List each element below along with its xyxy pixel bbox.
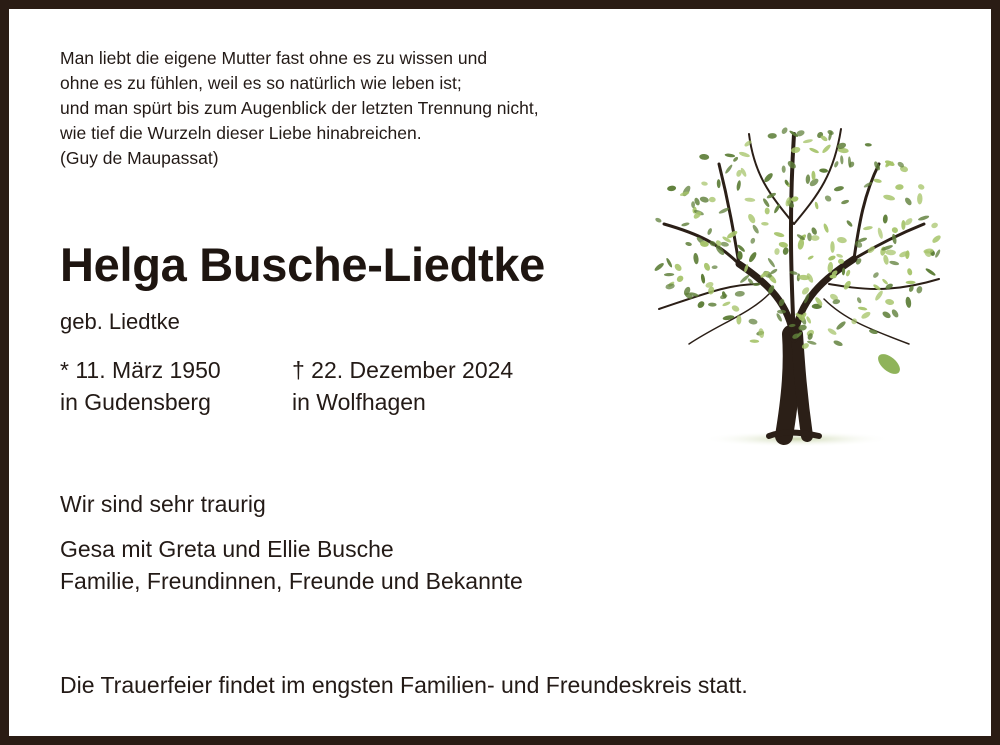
leaf xyxy=(708,302,717,306)
leaf xyxy=(768,133,777,139)
obituary-notice xyxy=(9,9,991,736)
leaf xyxy=(905,296,912,308)
leaf xyxy=(925,267,937,276)
leaf xyxy=(934,249,941,258)
leaf xyxy=(724,153,735,158)
leaf xyxy=(856,297,862,304)
leaf xyxy=(775,312,783,322)
leaf xyxy=(653,262,665,272)
leaf xyxy=(722,301,731,307)
mourner-line: Gesa mit Greta und Ellie Busche xyxy=(60,536,394,562)
leaf xyxy=(722,315,734,321)
leaf xyxy=(735,291,745,297)
leaf xyxy=(901,220,905,230)
funeral-note: Die Trauerfeier findet im engsten Familien- und Freundeskreis statt. xyxy=(60,672,748,698)
leaf xyxy=(709,197,716,203)
quote-line: Man liebt die eigene Mutter fast ohne es zu wissen und xyxy=(60,48,488,68)
leaf xyxy=(667,185,677,191)
death-info xyxy=(292,354,513,418)
leaf xyxy=(750,237,756,244)
death-date: † 22. Dezember 2024 xyxy=(292,357,514,383)
leaf xyxy=(863,225,873,230)
leaf xyxy=(805,174,810,184)
leaf xyxy=(780,126,788,135)
quote-line: wie tief die Wurzeln dieser Liebe hinabreichen. xyxy=(60,123,422,143)
mourner-line: Familie, Freundinnen, Freunde und Bekannte xyxy=(60,568,523,594)
quote-line: ohne es zu fühlen, weil es so natürlich wie leben ist; xyxy=(60,73,462,93)
leaf xyxy=(895,184,904,190)
leaf xyxy=(807,255,814,261)
leaf xyxy=(782,247,789,256)
maiden-name: geb. Liedtke xyxy=(60,309,180,334)
leaf xyxy=(685,241,692,246)
leaf xyxy=(717,179,721,188)
leaf xyxy=(655,217,663,223)
leaf xyxy=(731,304,741,313)
leaf xyxy=(673,262,683,272)
leaf xyxy=(767,257,776,268)
leaf xyxy=(860,311,871,321)
mourning-statement: Wir sind sehr traurig xyxy=(60,491,266,517)
death-place: in Wolfhagen xyxy=(292,389,426,415)
quote-line: und man spürt bis zum Augenblick der letzten Trennung nicht, xyxy=(60,98,539,118)
leaf xyxy=(748,318,758,325)
leaf xyxy=(691,201,695,208)
leaf xyxy=(748,251,758,263)
leaf xyxy=(904,196,913,206)
leaf xyxy=(873,178,882,184)
falling-leaf xyxy=(875,350,904,377)
leaf xyxy=(701,181,708,186)
leaf xyxy=(736,180,742,191)
leaf xyxy=(906,281,916,284)
leaf xyxy=(872,283,881,291)
birth-place: in Gudensberg xyxy=(60,389,211,415)
leaf xyxy=(681,222,690,227)
leaf xyxy=(874,290,884,302)
birth-date: * 11. März 1950 xyxy=(60,357,221,383)
tree-branches xyxy=(659,129,939,436)
leaf xyxy=(664,273,675,277)
leaf xyxy=(773,231,785,238)
deceased-name: Helga Busche-Liedtke xyxy=(60,238,546,291)
leaf xyxy=(931,234,942,244)
leaf xyxy=(917,183,925,191)
quote-block xyxy=(60,46,539,171)
leaf xyxy=(778,241,788,248)
leaf xyxy=(699,154,709,160)
leaf xyxy=(827,255,836,262)
leaf xyxy=(747,213,757,225)
leaf xyxy=(762,198,771,208)
tree-leaves xyxy=(653,126,942,350)
leaf xyxy=(885,298,895,306)
leaf xyxy=(824,194,833,203)
leaf xyxy=(821,143,832,154)
leaf xyxy=(693,253,699,265)
leaf xyxy=(881,310,891,319)
leaf xyxy=(758,328,765,338)
leaf xyxy=(711,265,717,269)
leaf xyxy=(700,273,705,284)
quote-author: (Guy de Maupassat) xyxy=(60,148,219,168)
leaf xyxy=(889,260,900,266)
leaf xyxy=(696,300,706,309)
leaf xyxy=(699,196,709,204)
leaf xyxy=(720,241,729,247)
leaf xyxy=(833,339,844,347)
leaf xyxy=(830,241,835,253)
leaf xyxy=(761,222,769,226)
leaf xyxy=(837,236,848,244)
leaf xyxy=(774,248,780,255)
leaf xyxy=(811,235,820,241)
leaf xyxy=(885,249,896,255)
leaf xyxy=(805,316,812,325)
leaf xyxy=(676,274,685,283)
leaf xyxy=(803,138,814,143)
leaf xyxy=(814,201,819,209)
leaf xyxy=(810,227,818,236)
leaf xyxy=(703,262,711,272)
leaf xyxy=(751,224,759,234)
leaf xyxy=(918,215,930,222)
leaf xyxy=(877,227,884,239)
leaf xyxy=(890,308,899,318)
mourners-list xyxy=(60,533,523,597)
leaf xyxy=(916,285,924,294)
leaf xyxy=(846,219,854,227)
leaf xyxy=(819,168,828,173)
leaf xyxy=(836,253,844,258)
leaf xyxy=(845,269,851,277)
leaf xyxy=(809,147,820,154)
leaf xyxy=(883,194,896,202)
birth-info xyxy=(60,354,221,418)
leaf xyxy=(782,165,786,173)
leaf xyxy=(858,306,868,311)
leaf xyxy=(872,271,880,279)
leaf xyxy=(906,268,913,276)
tree-icon xyxy=(619,94,959,449)
leaf xyxy=(738,151,750,158)
leaf xyxy=(744,197,755,202)
leaf xyxy=(841,199,850,205)
leaf xyxy=(823,223,830,234)
leaf xyxy=(707,227,713,235)
leaf xyxy=(883,214,889,223)
leaf xyxy=(930,222,938,229)
leaf xyxy=(773,203,781,214)
leaf xyxy=(883,254,890,265)
leaf xyxy=(833,185,844,192)
leaf xyxy=(891,226,899,234)
leaf xyxy=(917,193,923,204)
leaf xyxy=(765,208,770,215)
leaf xyxy=(835,320,847,331)
leaf xyxy=(865,143,872,147)
leaf xyxy=(881,278,888,285)
leaf xyxy=(827,327,838,336)
leaf xyxy=(750,339,760,343)
leaf xyxy=(724,164,733,175)
leaf xyxy=(665,257,673,268)
leaf xyxy=(842,280,852,291)
leaf xyxy=(840,155,844,164)
